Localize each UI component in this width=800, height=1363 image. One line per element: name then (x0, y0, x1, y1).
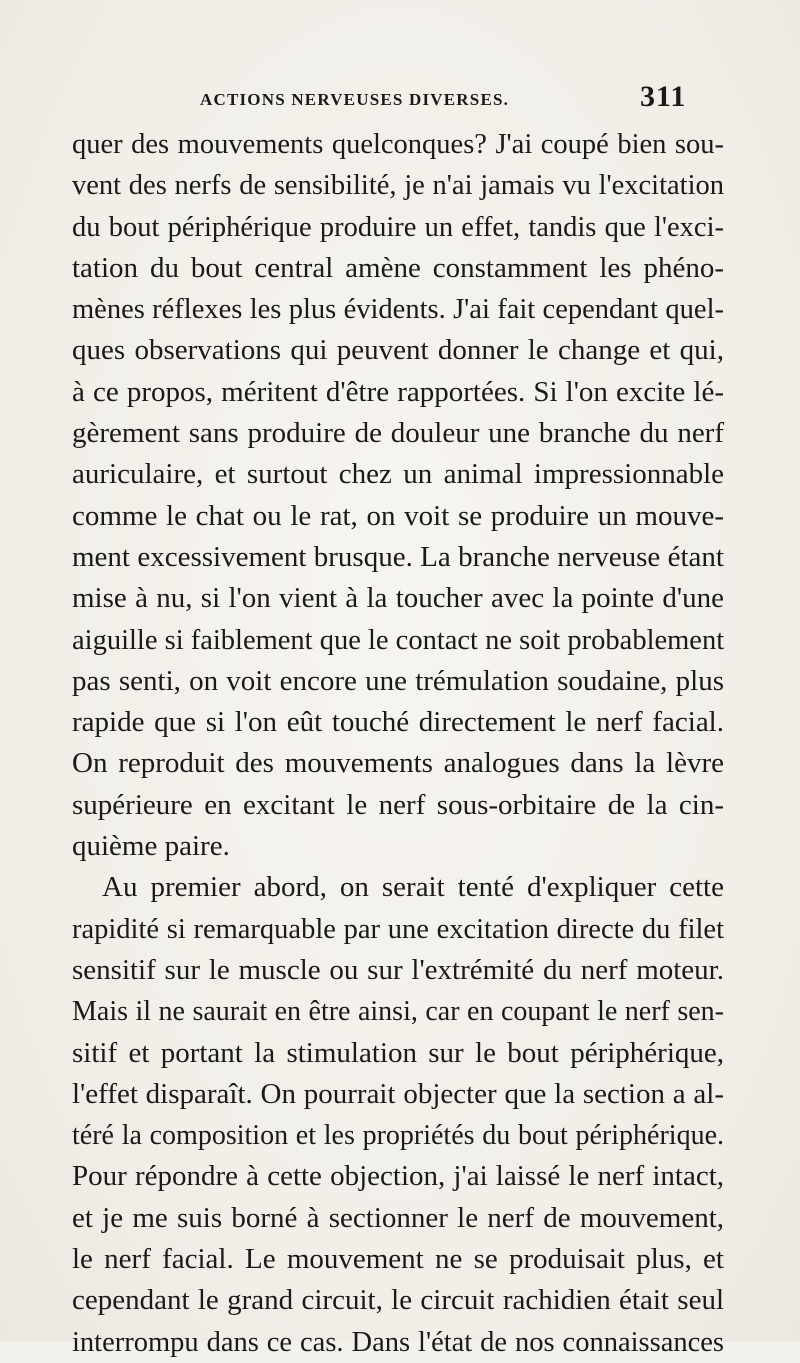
text-line: sensitif sur le muscle ou sur l'extrémité du nerf moteur. (72, 953, 724, 986)
text-line: ques observations qui peuvent donner le change et qui, (72, 334, 724, 367)
text-line: aiguille si faiblement que le contact ne soit probablement (72, 624, 725, 656)
page-number: 311 (640, 80, 687, 113)
text-line: pas senti, on voit encore une trémulation soudaine, plus (72, 664, 724, 697)
page-header (0, 80, 800, 120)
text-line: Pour répondre à cette objection, j'ai laissé le nerf intact, (72, 1160, 724, 1193)
text-line: téré la composition et les propriétés du bout périphérique. (72, 1120, 724, 1152)
running-head: ACTIONS NERVEUSES DIVERSES. (200, 90, 510, 109)
text-line: mise à nu, si l'on vient à la toucher avec la pointe d'une (72, 582, 724, 615)
body-text (72, 124, 724, 1363)
text-line: interrompu dans ce cas. Dans l'état de nos connaissances (72, 1326, 724, 1358)
text-line: On reproduit des mouvements analogues dans la lèvre (72, 747, 724, 780)
text-line: vent des nerfs de sensibilité, je n'ai jamais vu l'excitation (72, 170, 724, 202)
text-line: l'effet disparaît. On pourrait objecter que la section a al- (72, 1077, 724, 1110)
text-line: Mais il ne saurait en être ainsi, car en coupant le nerf sen- (72, 996, 724, 1028)
text-line: ment excessivement brusque. La branche nerveuse étant (72, 540, 724, 573)
text-line: du bout périphérique produire un effet, tandis que l'exci- (72, 211, 724, 243)
text-line: supérieure en excitant le nerf sous-orbitaire de la cin- (72, 788, 724, 821)
text-line: cependant le grand circuit, le circuit rachidien était seul (72, 1284, 724, 1317)
text-line: le nerf facial. Le mouvement ne se produisait plus, et (72, 1243, 724, 1276)
text-line: auriculaire, et surtout chez un animal impressionnable (72, 458, 724, 491)
text-line: comme le chat ou le rat, on voit se produire un mouve- (72, 499, 724, 532)
text-line: rapidité si remarquable par une excitation directe du filet (72, 913, 724, 945)
text-line: rapide que si l'on eût touché directement le nerf facial. (72, 706, 724, 739)
text-line: mènes réflexes les plus évidents. J'ai fait cependant quel- (72, 294, 724, 326)
text-line: sitif et portant la stimulation sur le bout périphérique, (72, 1036, 724, 1069)
paragraph-start-line: Au premier abord, on serait tenté d'expliquer cette (102, 871, 724, 904)
text-line: à ce propos, méritent d'être rapportées. Si l'on excite lé- (72, 375, 724, 408)
text-line: gèrement sans produire de douleur une branche du nerf (72, 417, 724, 450)
text-line: quer des mouvements quelconques? J'ai coupé bien sou- (72, 129, 724, 160)
text-line: tation du bout central amène constamment les phéno- (72, 251, 724, 284)
paragraph-end-line: quième paire. (72, 830, 230, 863)
text-line: et je me suis borné à sectionner le nerf de mouvement, (72, 1201, 724, 1234)
